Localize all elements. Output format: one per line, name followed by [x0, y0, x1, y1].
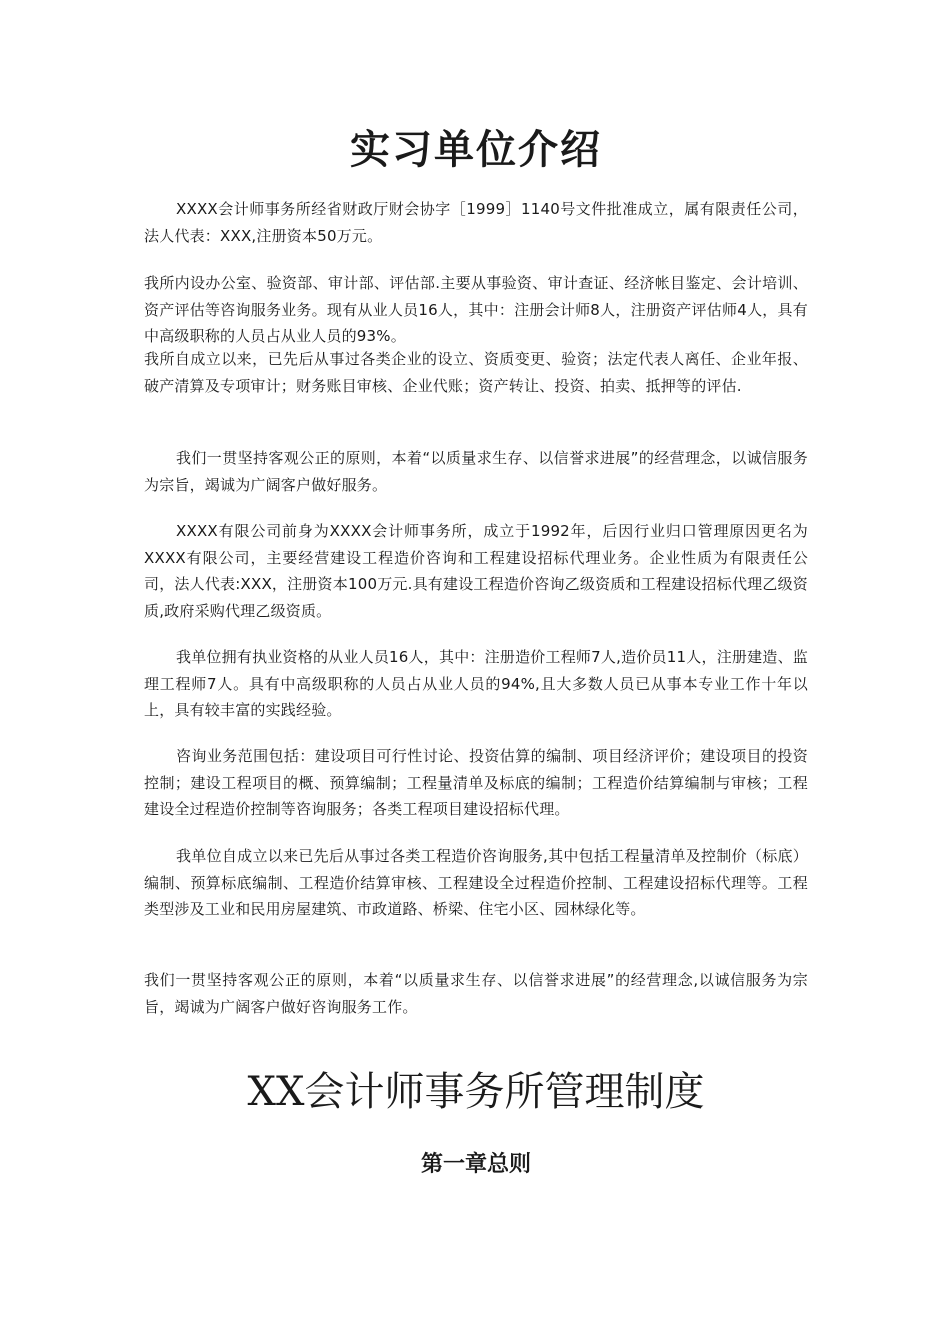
paragraph-history: 我所自成立以来，已先后从事过各类企业的设立、资质变更、验资；法定代表人离任、企业年报、破产清算及专项审计；财务账目审核、企业代账；资产转让、投资、拍卖、抵押等的评估.	[144, 350, 808, 395]
document-title: 实习单位介绍	[350, 126, 602, 173]
paragraph-firm-establishment: XXXX会计师事务所经省财政厅财会协字［1999］1140号文件批准成立，属有限责任公司，法人代表：XXX,注册资本50万元。	[144, 200, 808, 245]
section-title: XX会计师事务所管理制度	[247, 1069, 705, 1115]
chapter-title: 第一章总则	[420, 1151, 531, 1177]
paragraph-company-profile: XXXX有限公司前身为XXXX会计师事务所，成立于1992年，后因行业归口管理原因更名为XXXX有限公司，主要经营建设工程造价咨询和工程建设招标代理业务。企业性质为有限责任公司，法人代表:XXX，注册资本100万元.具有建设工程造价咨询乙级资质和工程建设招标代理乙级资质,政府采购代理乙级资质。	[144, 522, 808, 620]
paragraph-staff: 我单位拥有执业资格的从业人员16人，其中：注册造价工程师7人,造价员11人，注册建造、监理工程师7人。具有中高级职称的人员占从业人员的94%,且大多数人员已从事本专业工作十年以上，具有较丰富的实践经验。	[144, 648, 808, 719]
paragraph-experience: 我单位自成立以来已先后从事过各类工程造价咨询服务,其中包括工程量清单及控制价（标底）编制、预算标底编制、工程造价结算审核、工程建设全过程造价控制、工程建设招标代理等。工程类型涉及工业和民用房屋建筑、市政道路、桥梁、住宅小区、园林绿化等。	[144, 847, 808, 918]
paragraph-departments: 我所内设办公室、验资部、审计部、评估部.主要从事验资、审计查证、经济帐目鉴定、会计培训、资产评估等咨询服务业务。现有从业人员16人，其中：注册会计师8人，注册资产评估师4人，具有中高级职称的人员占从业人员的93%。	[144, 274, 808, 345]
paragraph-principle: 我们一贯坚持客观公正的原则，本着“以质量求生存、以信誉求进展”的经营理念，以诚信服务为宗旨，竭诚为广阔客户做好服务。	[144, 449, 808, 494]
paragraph-business-scope: 咨询业务范围包括：建设项目可行性讨论、投资估算的编制、项目经济评价；建设项目的投资控制；建设工程项目的概、预算编制；工程量清单及标底的编制；工程造价结算编制与审核；工程建设全过程造价控制等咨询服务；各类工程项目建设招标代理。	[144, 747, 808, 818]
paragraph-closing: 我们一贯坚持客观公正的原则，本着“以质量求生存、以信誉求进展”的经营理念,以诚信服务为宗旨，竭诚为广阔客户做好咨询服务工作。	[144, 971, 808, 1016]
